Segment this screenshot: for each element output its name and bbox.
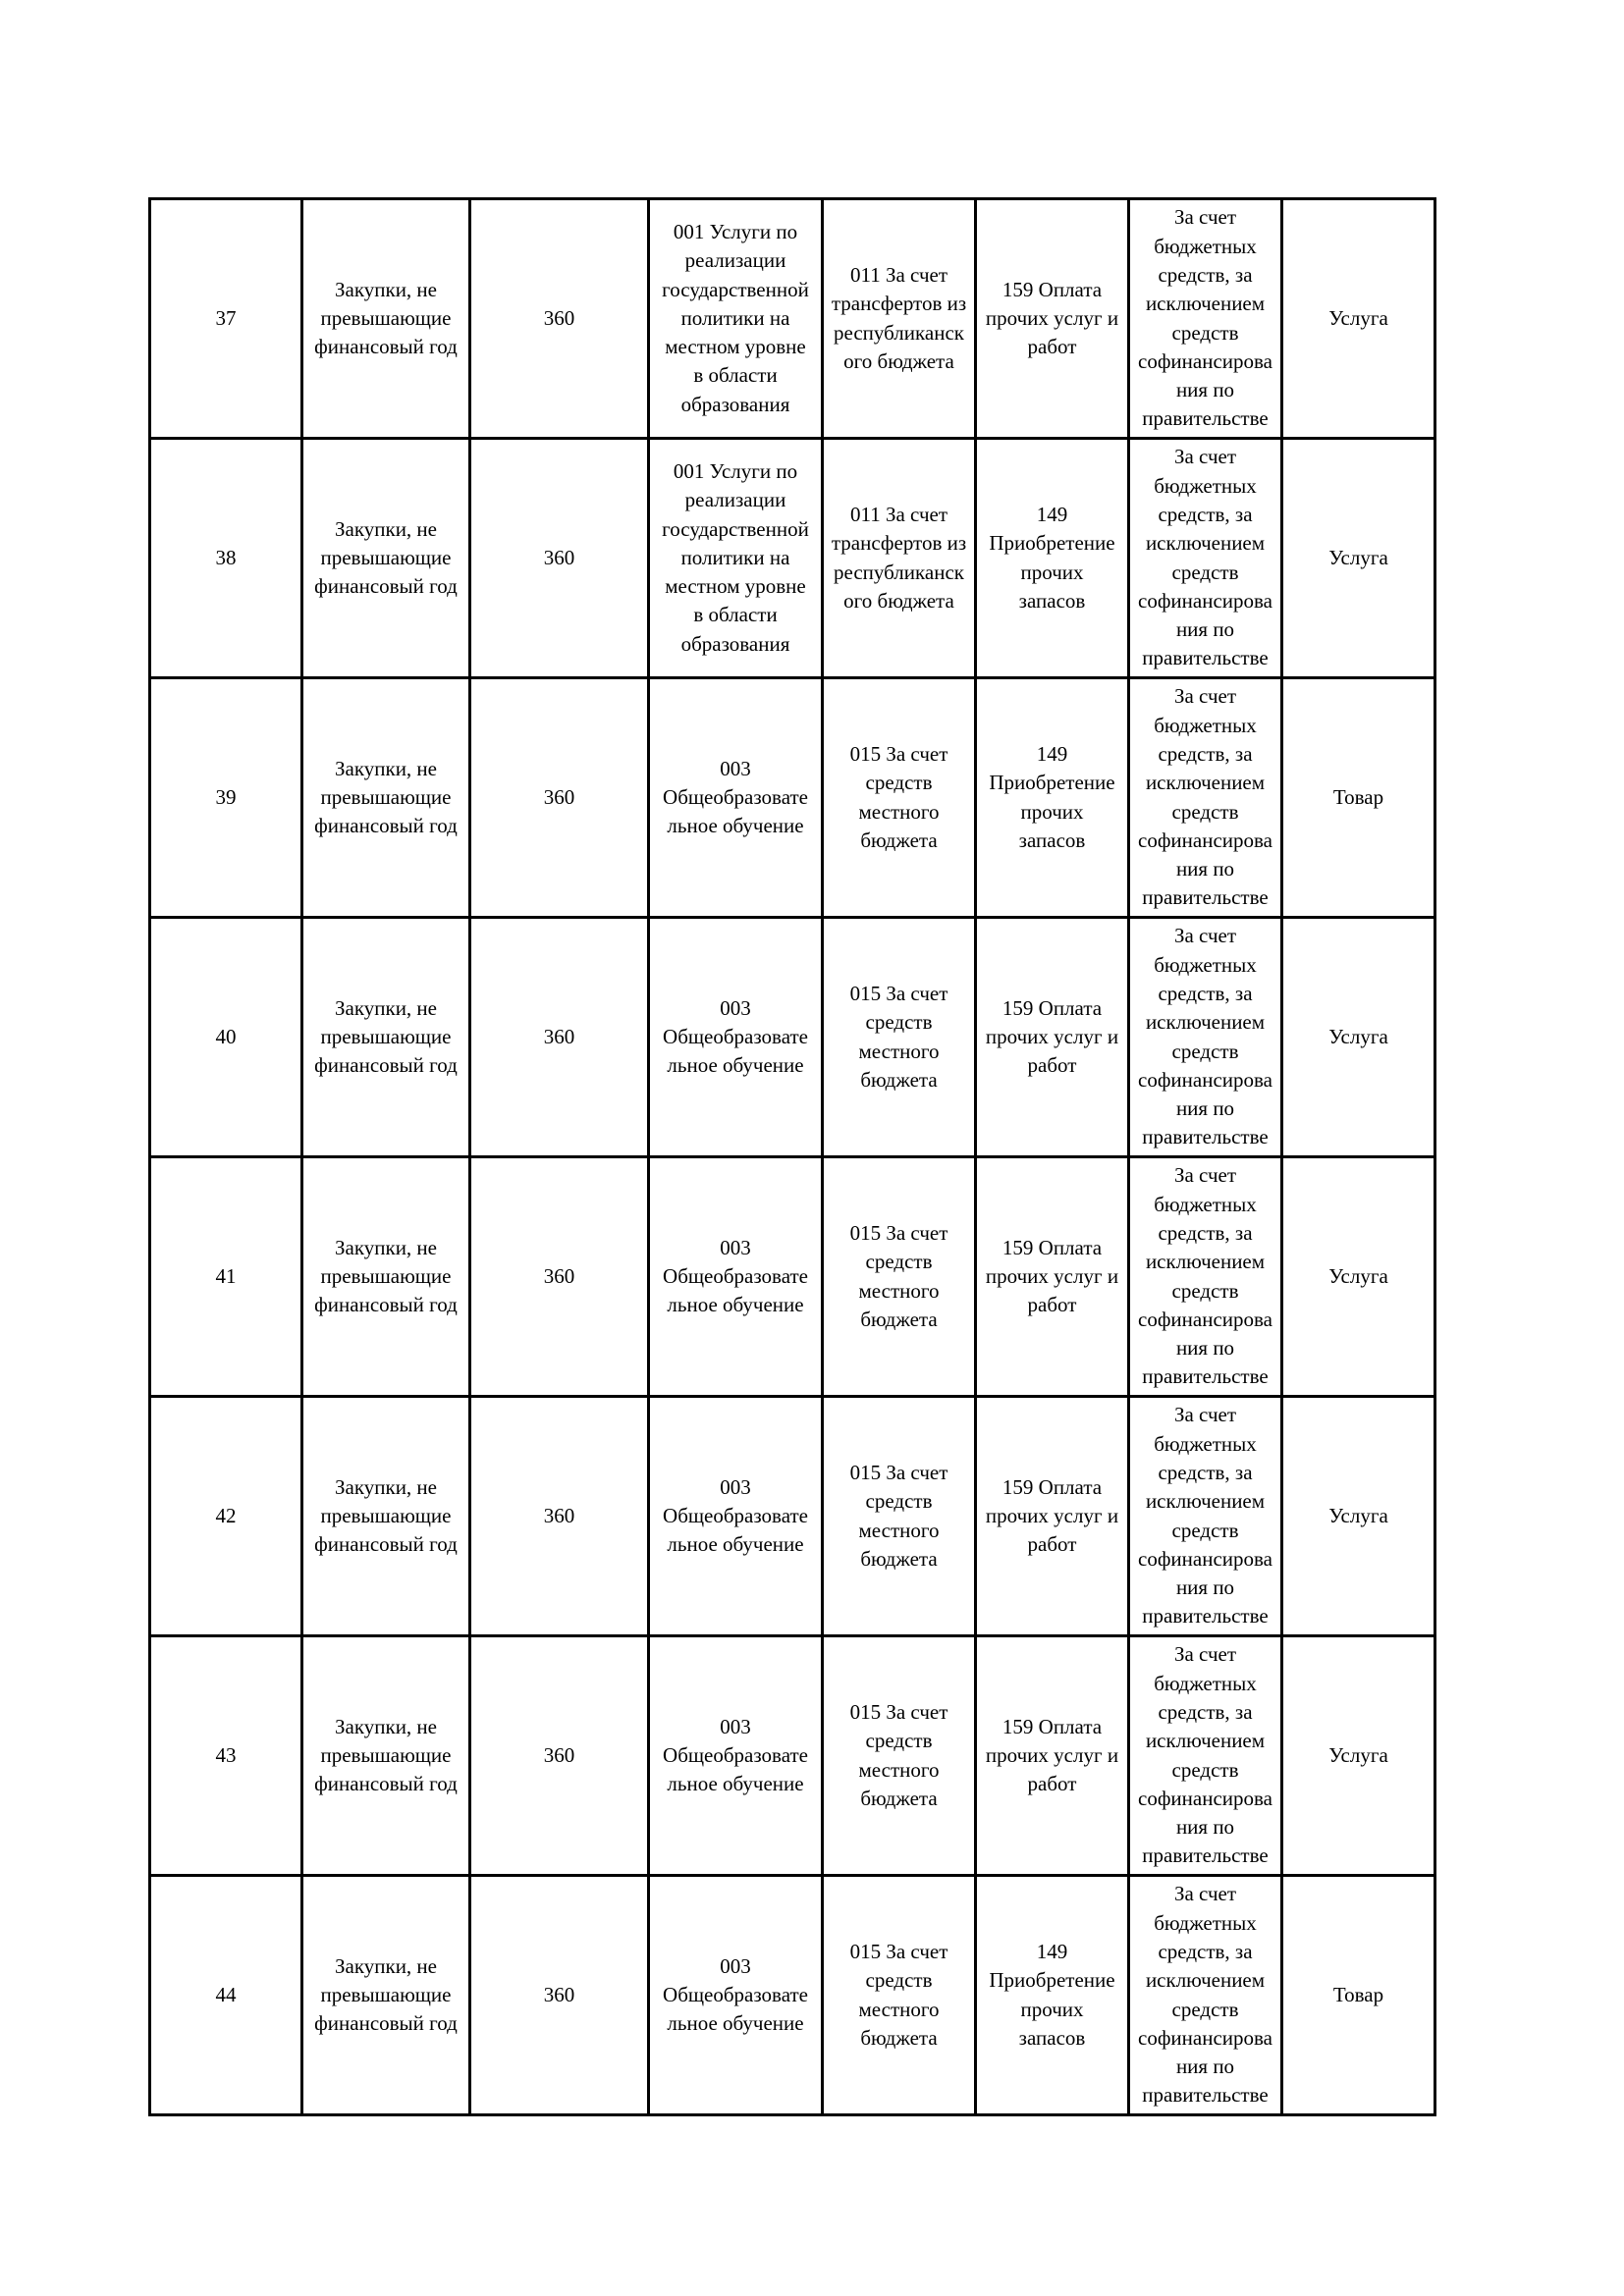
table-row [150,199,1435,439]
subject-type-cell: Услуга [1282,1397,1435,1636]
table-row [150,1636,1435,1876]
row-number-cell: 44 [150,1876,302,2115]
funding-source-cell: 015 За счет средств местного бюджета [823,678,976,918]
budget-program-cell: 001 Услуги по реализации государственной политики на местном уровне в области образования [649,199,823,439]
budget-program-cell: 003 Общеобразовате льное обучение [649,678,823,918]
budget-program-cell: 003 Общеобразовате льное обучение [649,1636,823,1876]
subject-type-cell: Услуга [1282,918,1435,1157]
funding-type-cell: За счет бюджетных средств, за исключением средств софинансирова ния по правительстве [1129,1636,1282,1876]
code-cell: 360 [470,199,649,439]
code-cell: 360 [470,918,649,1157]
procurement-type-cell: Закупки, не превышающие финансовый год [302,1876,470,2115]
code-cell: 360 [470,1157,649,1397]
row-number-cell: 42 [150,1397,302,1636]
code-cell: 360 [470,1876,649,2115]
subject-type-cell: Услуга [1282,1157,1435,1397]
expense-specifics-cell: 149 Приобретение прочих запасов [976,678,1129,918]
table-row [150,439,1435,678]
procurement-type-cell: Закупки, не превышающие финансовый год [302,1397,470,1636]
row-number-cell: 39 [150,678,302,918]
budget-program-cell: 003 Общеобразовате льное обучение [649,918,823,1157]
subject-type-cell: Услуга [1282,199,1435,439]
funding-type-cell: За счет бюджетных средств, за исключением средств софинансирова ния по правительстве [1129,678,1282,918]
procurement-table [148,197,1436,2116]
funding-type-cell: За счет бюджетных средств, за исключением средств софинансирова ния по правительстве [1129,1397,1282,1636]
procurement-type-cell: Закупки, не превышающие финансовый год [302,439,470,678]
code-cell: 360 [470,678,649,918]
subject-type-cell: Товар [1282,678,1435,918]
subject-type-cell: Товар [1282,1876,1435,2115]
row-number-cell: 43 [150,1636,302,1876]
funding-source-cell: 015 За счет средств местного бюджета [823,918,976,1157]
budget-program-cell: 003 Общеобразовате льное обучение [649,1157,823,1397]
funding-source-cell: 015 За счет средств местного бюджета [823,1157,976,1397]
procurement-type-cell: Закупки, не превышающие финансовый год [302,918,470,1157]
funding-type-cell: За счет бюджетных средств, за исключением средств софинансирова ния по правительстве [1129,1876,1282,2115]
code-cell: 360 [470,1636,649,1876]
table-row [150,1876,1435,2115]
procurement-type-cell: Закупки, не превышающие финансовый год [302,1157,470,1397]
row-number-cell: 41 [150,1157,302,1397]
expense-specifics-cell: 159 Оплата прочих услуг и работ [976,1397,1129,1636]
funding-type-cell: За счет бюджетных средств, за исключением средств софинансирова ния по правительстве [1129,1157,1282,1397]
funding-source-cell: 015 За счет средств местного бюджета [823,1636,976,1876]
funding-source-cell: 015 За счет средств местного бюджета [823,1876,976,2115]
code-cell: 360 [470,1397,649,1636]
table-row [150,678,1435,918]
row-number-cell: 37 [150,199,302,439]
expense-specifics-cell: 159 Оплата прочих услуг и работ [976,1157,1129,1397]
funding-type-cell: За счет бюджетных средств, за исключением средств софинансирова ния по правительстве [1129,439,1282,678]
code-cell: 360 [470,439,649,678]
table-row [150,1157,1435,1397]
procurement-type-cell: Закупки, не превышающие финансовый год [302,199,470,439]
funding-source-cell: 015 За счет средств местного бюджета [823,1397,976,1636]
procurement-type-cell: Закупки, не превышающие финансовый год [302,678,470,918]
budget-program-cell: 003 Общеобразовате льное обучение [649,1876,823,2115]
expense-specifics-cell: 159 Оплата прочих услуг и работ [976,199,1129,439]
expense-specifics-cell: 149 Приобретение прочих запасов [976,1876,1129,2115]
expense-specifics-cell: 159 Оплата прочих услуг и работ [976,918,1129,1157]
procurement-type-cell: Закупки, не превышающие финансовый год [302,1636,470,1876]
budget-program-cell: 001 Услуги по реализации государственной политики на местном уровне в области образования [649,439,823,678]
expense-specifics-cell: 149 Приобретение прочих запасов [976,439,1129,678]
subject-type-cell: Услуга [1282,1636,1435,1876]
budget-program-cell: 003 Общеобразовате льное обучение [649,1397,823,1636]
table-row [150,918,1435,1157]
subject-type-cell: Услуга [1282,439,1435,678]
row-number-cell: 38 [150,439,302,678]
funding-source-cell: 011 За счет трансфертов из республиканск ого бюджета [823,439,976,678]
funding-type-cell: За счет бюджетных средств, за исключением средств софинансирова ния по правительстве [1129,199,1282,439]
funding-source-cell: 011 За счет трансфертов из республиканск ого бюджета [823,199,976,439]
expense-specifics-cell: 159 Оплата прочих услуг и работ [976,1636,1129,1876]
table-row [150,1397,1435,1636]
row-number-cell: 40 [150,918,302,1157]
funding-type-cell: За счет бюджетных средств, за исключением средств софинансирова ния по правительстве [1129,918,1282,1157]
